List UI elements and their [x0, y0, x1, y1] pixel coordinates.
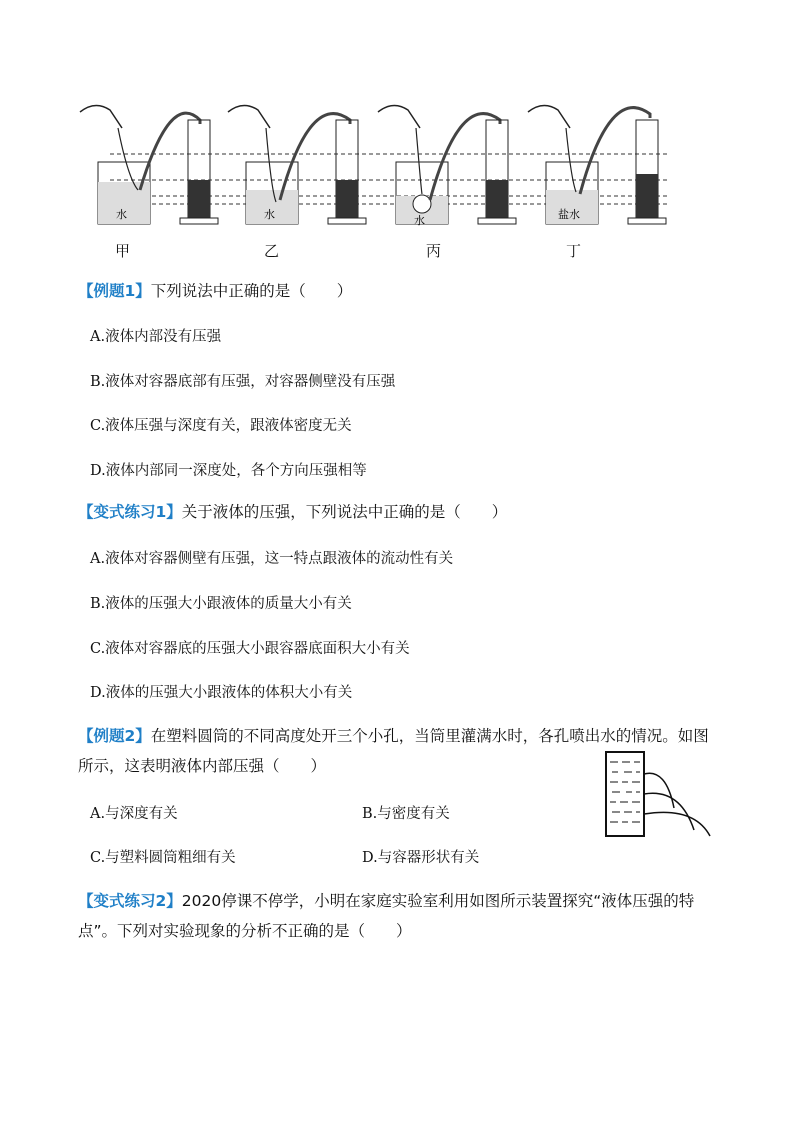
figure-label-ding: 丁 [566, 242, 582, 260]
question-3-tag: 【例题2】 [78, 727, 151, 745]
question-3-line1 [78, 725, 709, 747]
question-2-text: 关于液体的压强，下列说法中正确的是（ ） [181, 503, 508, 521]
setup-ding [528, 105, 666, 224]
question-4-text-line1: 2020停课不停学，小明在家庭实验室利用如图所示装置探究“液体压强的特 [181, 892, 695, 910]
setup-yi [228, 105, 366, 224]
setup-jia [80, 105, 218, 224]
q3-option-c[interactable]: C.与塑料圆筒粗细有关 [90, 850, 236, 866]
question-1-text: 下列说法中正确的是（ ） [150, 282, 353, 300]
question-1-tag: 【例题1】 [78, 282, 151, 300]
question-1 [78, 280, 352, 302]
beaker-text-2: 水 [264, 208, 275, 221]
q3-option-a[interactable]: A.与深度有关 [90, 806, 178, 822]
q1-option-c[interactable]: C.液体压强与深度有关，跟液体密度无关 [90, 418, 352, 434]
figure-label-bing: 丙 [426, 242, 442, 260]
question-4-line1 [78, 890, 694, 912]
beaker-text-1: 水 [116, 208, 127, 221]
q1-option-b[interactable]: B.液体对容器底部有压强，对容器侧壁没有压强 [90, 374, 396, 390]
question-3-text-line2: 所示，这表明液体内部压强（ ） [78, 757, 327, 775]
beaker-text-3: 水 [414, 214, 425, 227]
q2-option-b[interactable]: B.液体的压强大小跟液体的质量大小有关 [90, 596, 352, 612]
figure-label-jia: 甲 [115, 242, 131, 260]
q2-option-d[interactable]: D.液体的压强大小跟液体的体积大小有关 [90, 685, 353, 701]
cylinder-water-jets-figure [600, 748, 720, 840]
question-4-text-line2: 点”。下列对实验现象的分析不正确的是（ ） [78, 922, 412, 940]
figure-label-yi: 乙 [264, 242, 280, 260]
q2-option-a[interactable]: A.液体对容器侧壁有压强，这一特点跟液体的流动性有关 [90, 551, 454, 567]
q1-option-d[interactable]: D.液体内部同一深度处，各个方向压强相等 [90, 463, 367, 479]
setup-bing [378, 105, 516, 224]
pressure-experiment-figure [70, 92, 730, 262]
q1-option-a[interactable]: A.液体内部没有压强 [90, 329, 222, 345]
q2-option-c[interactable]: C.液体对容器底的压强大小跟容器底面积大小有关 [90, 641, 410, 657]
question-3-text-line1: 在塑料圆筒的不同高度处开三个小孔，当筒里灌满水时，各孔喷出水的情况。如图 [150, 727, 709, 745]
question-2-tag: 【变式练习1】 [78, 503, 182, 521]
q3-option-b[interactable]: B.与密度有关 [362, 806, 450, 822]
q3-option-d[interactable]: D.与容器形状有关 [362, 850, 480, 866]
question-2 [78, 501, 507, 523]
question-4-tag: 【变式练习2】 [78, 892, 182, 910]
beaker-text-4: 盐水 [558, 208, 580, 221]
